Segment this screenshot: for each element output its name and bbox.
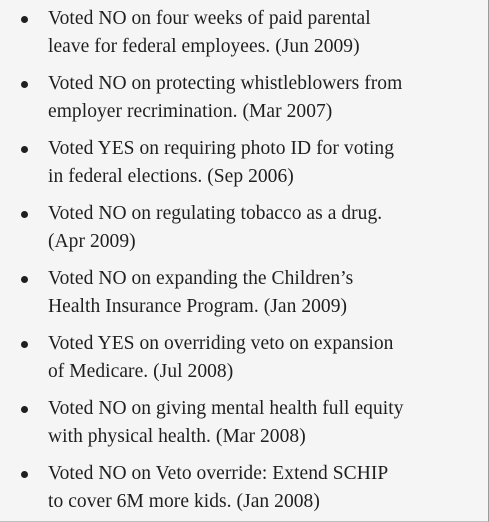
- bullet-icon: [21, 16, 28, 23]
- vote-line-2: (Apr 2009): [48, 231, 136, 252]
- vote-line-2: Health Insurance Program. (Jan 2009): [48, 296, 348, 317]
- bullet-icon: [21, 341, 28, 348]
- vote-line-1: Voted YES on overriding veto on expansion: [48, 333, 394, 354]
- vote-line-1: Voted NO on protecting whistleblowers from: [48, 73, 403, 94]
- voting-record-list: [0, 5, 470, 522]
- vote-line-1: Voted YES on requiring photo ID for voting: [48, 138, 395, 159]
- vote-line-2: with physical health. (Mar 2008): [48, 426, 306, 447]
- list-item: [0, 200, 470, 256]
- vote-line-1: Voted NO on expanding the Children’s: [48, 268, 354, 289]
- bullet-icon: [21, 471, 28, 478]
- bullet-icon: [21, 406, 28, 413]
- bullet-icon: [21, 276, 28, 283]
- vote-line-2: leave for federal employees. (Jun 2009): [48, 36, 360, 57]
- list-item: [0, 5, 470, 61]
- vote-line-1: Voted NO on regulating tobacco as a drug.: [48, 203, 383, 224]
- list-item: [0, 395, 470, 451]
- vote-line-1: Voted NO on Veto override: Extend SCHIP: [48, 463, 389, 484]
- list-item: [0, 460, 470, 516]
- list-item: [0, 265, 470, 321]
- vote-line-1: Voted NO on giving mental health full equity: [48, 398, 404, 419]
- vote-line-2: in federal elections. (Sep 2006): [48, 166, 294, 187]
- bullet-icon: [21, 146, 28, 153]
- vote-line-2: of Medicare. (Jul 2008): [48, 361, 234, 382]
- vote-line-2: to cover 6M more kids. (Jan 2008): [48, 491, 320, 512]
- list-item: [0, 70, 470, 126]
- bullet-icon: [21, 81, 28, 88]
- vote-line-1: Voted NO on four weeks of paid parental: [48, 8, 371, 29]
- list-item: [0, 330, 470, 386]
- list-item: [0, 135, 470, 191]
- vote-line-2: employer recrimination. (Mar 2007): [48, 101, 333, 122]
- bullet-icon: [21, 211, 28, 218]
